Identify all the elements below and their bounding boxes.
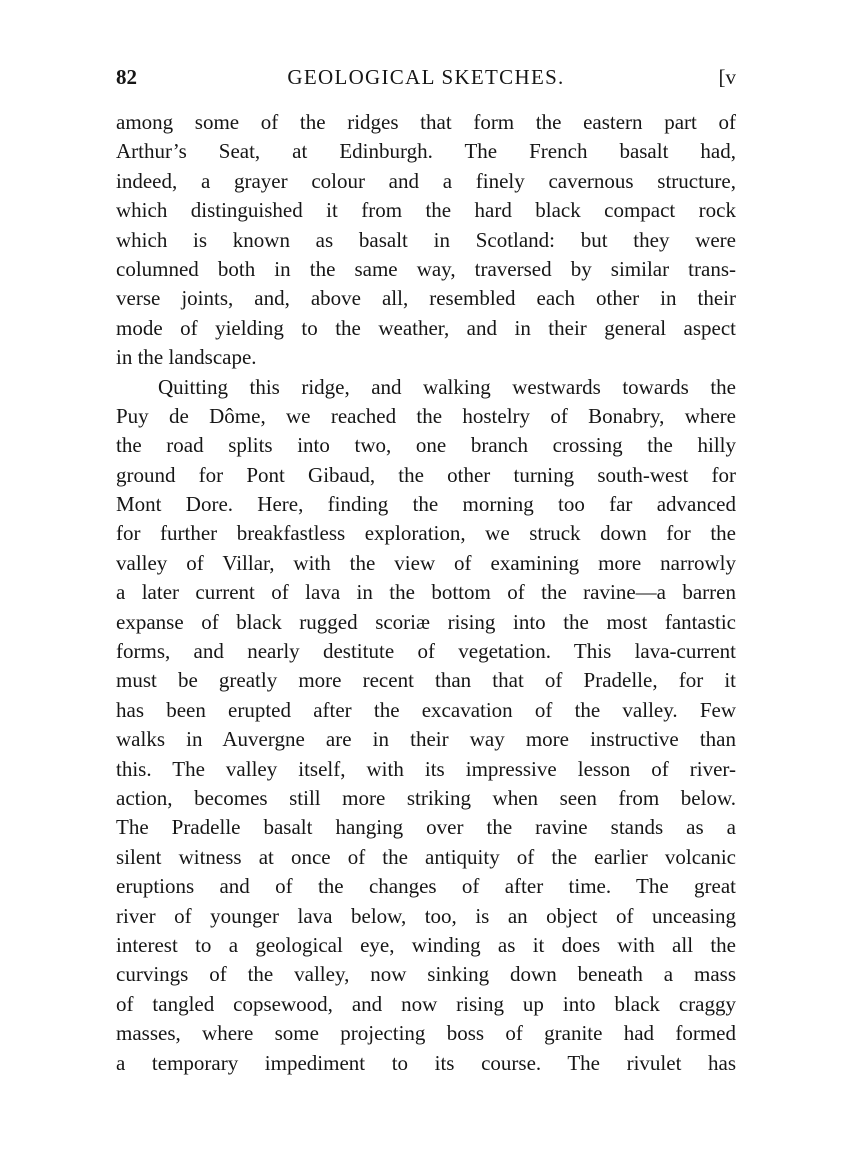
running-title: GEOLOGICAL SKETCHES. [287,65,565,89]
text-line: which is known as basalt in Scotland: but they were [116,227,736,252]
text-line: valley of Villar, with the view of examining more narrowly [116,550,736,575]
text-line: forms, and nearly destitute of vegetation. This lava-current [116,639,736,664]
text-line: for further breakfastless exploration, we struck down for the [116,521,736,546]
chapter-mark: [v [718,65,736,89]
text-line: columned both in the same way, traversed by similar trans- [116,256,736,281]
text-line: Mont Dore. Here, finding the morning too far advanced [116,492,736,517]
text-line: silent witness at once of the antiquity of the earlier volcanic [116,844,736,869]
paragraph-first-line: Quitting this ridge, and walking westwards towards the [158,374,736,399]
text-line: The Pradelle basalt hanging over the ravine stands as a [116,815,736,840]
text-line: interest to a geological eye, winding as it does with all the [116,932,736,957]
body-text [116,108,736,1078]
text-line: the road splits into two, one branch crossing the hilly [116,433,736,458]
text-line: Puy de Dôme, we reached the hostelry of Bonabry, where [116,403,736,428]
text-line: among some of the ridges that form the eastern part of [116,110,736,134]
text-line: has been erupted after the excavation of the valley. Few [116,697,736,722]
text-line: expanse of black rugged scoriæ rising into the most fantastic [116,609,736,634]
text-line: masses, where some projecting boss of granite had formed [116,1021,736,1046]
text-line: curvings of the valley, now sinking down beneath a mass [116,962,736,987]
text-line: verse joints, and, above all, resembled each other in their [116,286,736,311]
text-line: a later current of lava in the bottom of the ravine—a barren [116,580,736,605]
page-number: 82 [116,65,137,89]
page-header [116,62,736,92]
text-line: which distinguished it from the hard black compact rock [116,198,736,223]
text-line: mode of yielding to the weather, and in their general aspect [116,315,736,340]
text-line: Arthur’s Seat, at Edinburgh. The French basalt had, [116,139,736,164]
text-line: river of younger lava below, too, is an object of unceasing [116,903,736,928]
text-line: eruptions and of the changes of after time. The great [116,874,736,899]
text-line: in the landscape. [116,345,257,370]
text-line: this. The valley itself, with its impressive lesson of river- [116,756,736,781]
text-line: action, becomes still more striking when seen from below. [116,785,736,810]
text-line: must be greatly more recent than that of Pradelle, for it [116,668,736,693]
text-line: ground for Pont Gibaud, the other turning south-west for [116,462,736,487]
text-line: a temporary impediment to its course. The rivulet has [116,1050,736,1075]
text-line: indeed, a grayer colour and a finely cavernous structure, [116,168,736,193]
text-line: of tangled copsewood, and now rising up into black craggy [116,991,736,1016]
text-line: walks in Auvergne are in their way more instructive than [116,727,736,752]
